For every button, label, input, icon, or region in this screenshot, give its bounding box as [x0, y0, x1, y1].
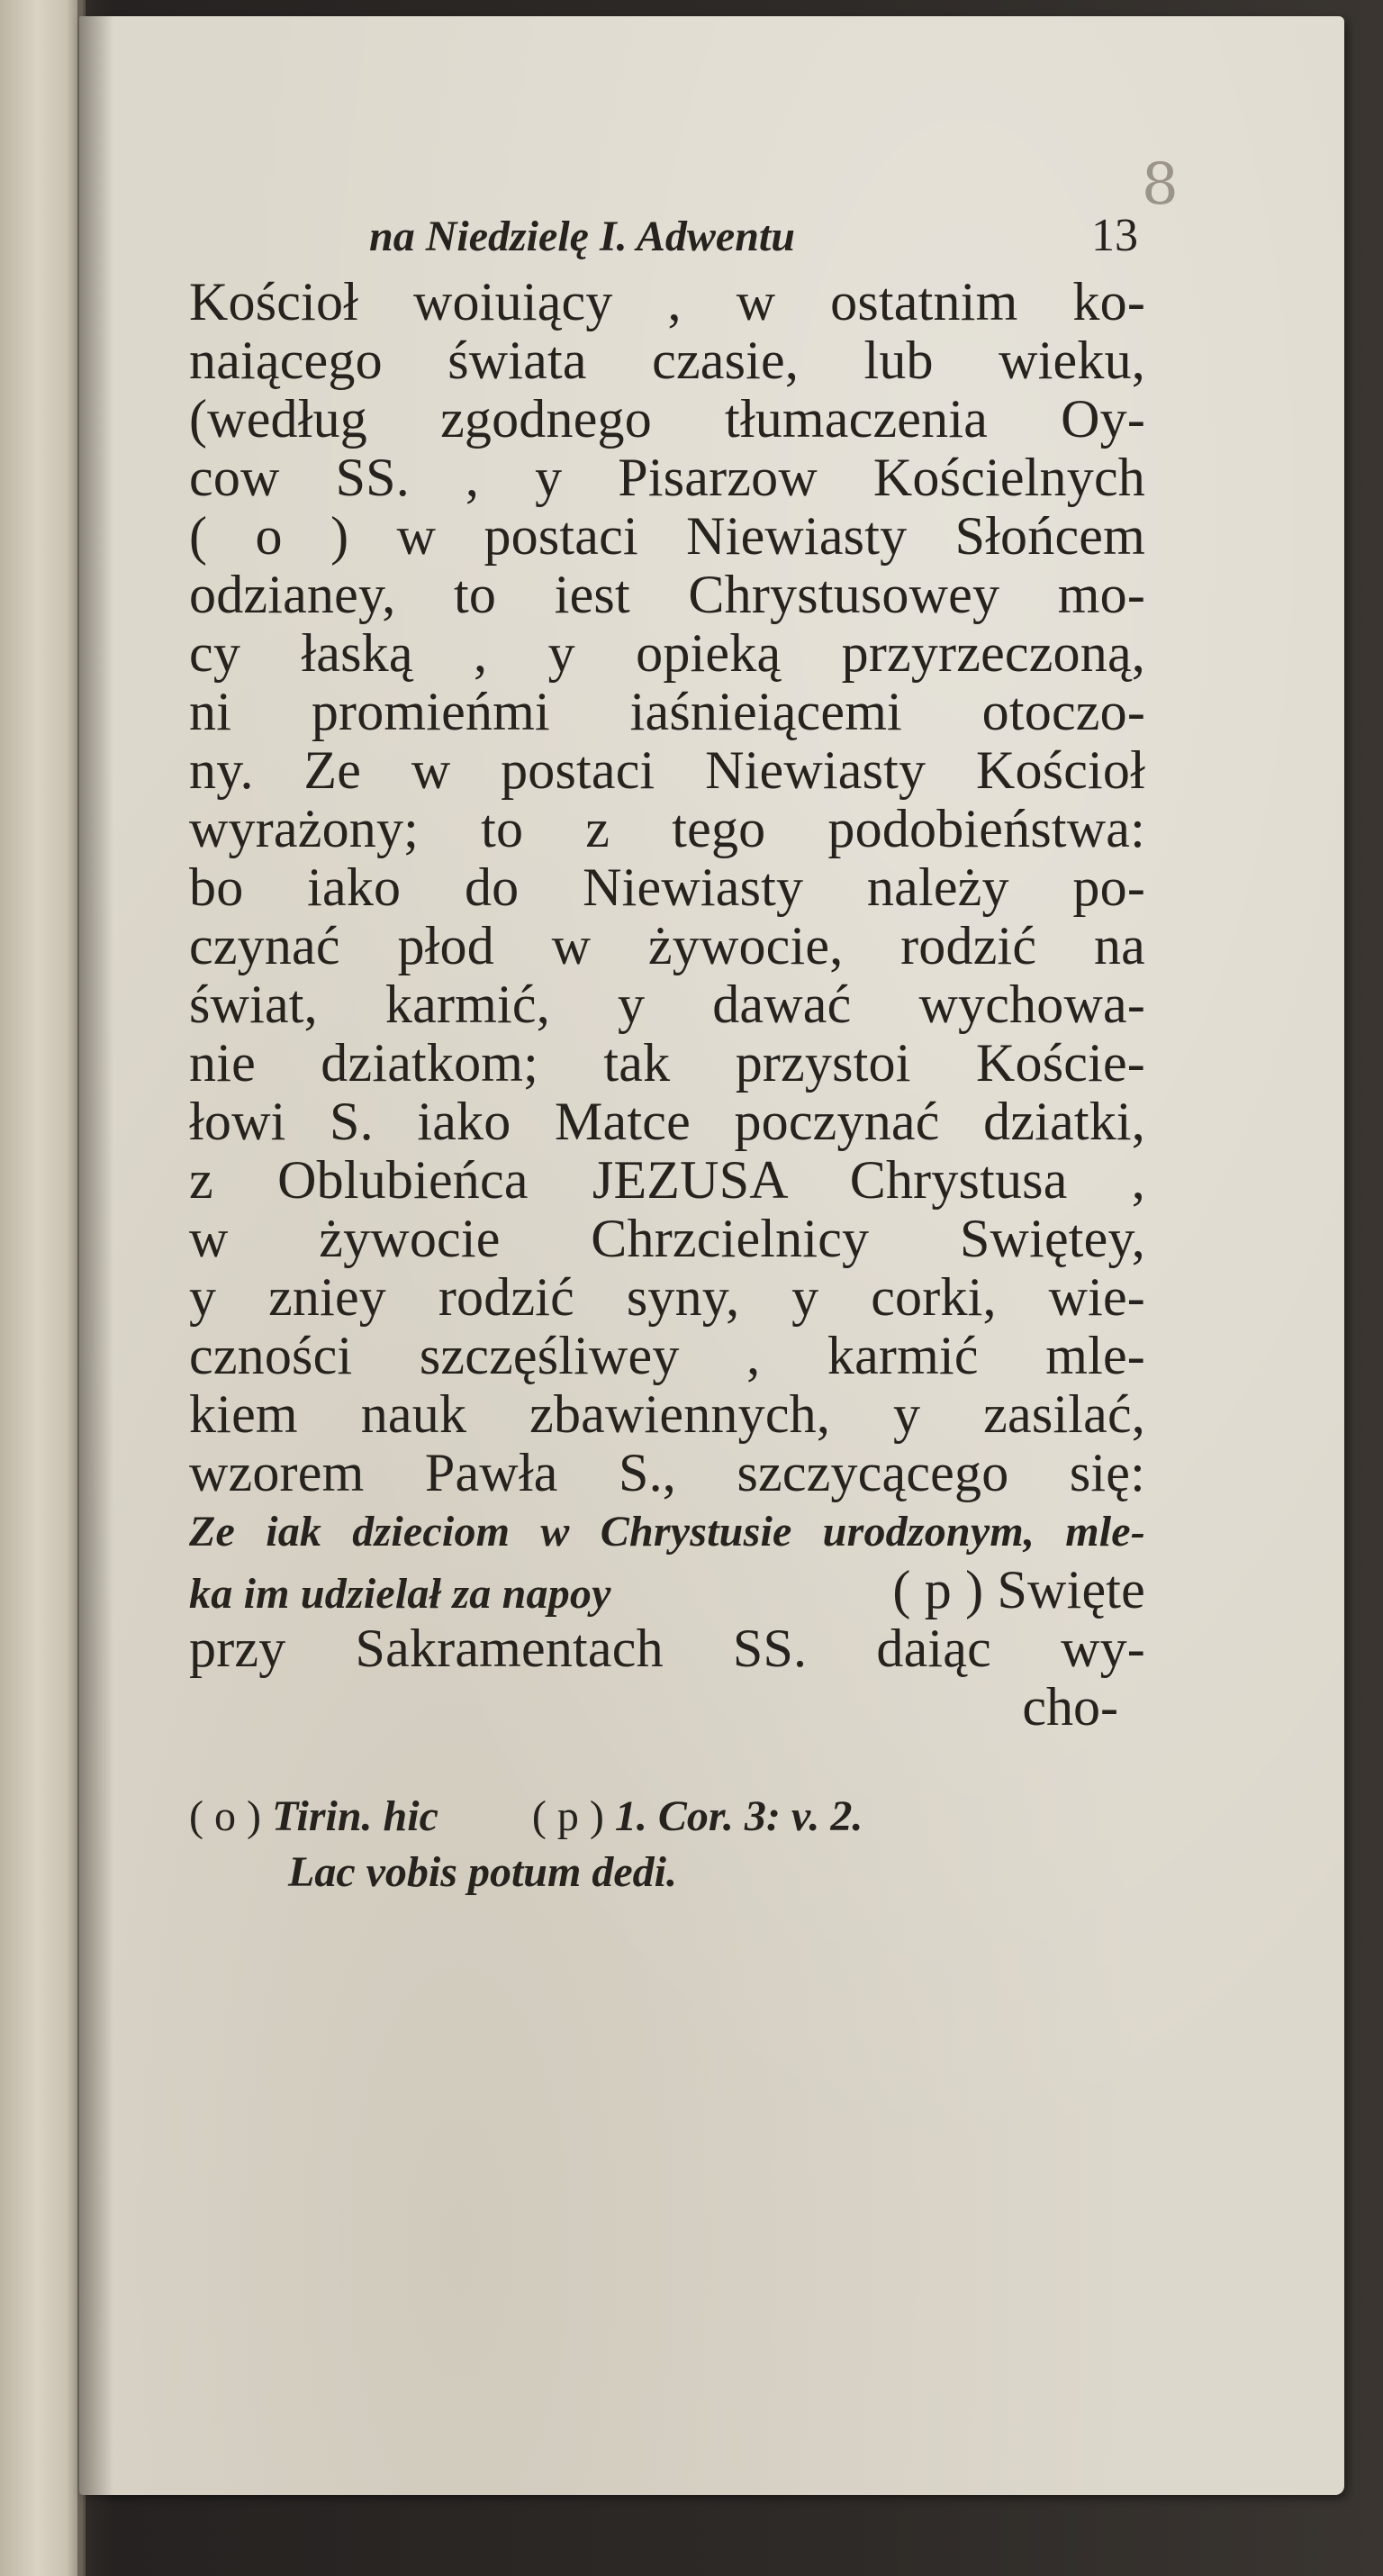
footnote-p-text: 1. Cor. 3: v. 2. [614, 1792, 863, 1840]
body-line: przy Sakramentach SS. daiąc wy- [189, 1619, 1145, 1678]
body-line: wzorem Pawła S., szczycącego się: [189, 1444, 1145, 1502]
previous-page-edge [0, 0, 86, 2576]
page-number: 13 [1091, 210, 1138, 261]
body-line: ( o ) w postaci Niewiasty Słońcem [189, 507, 1145, 566]
footnote-line [189, 1845, 1145, 1900]
mixed-quote-line [189, 1561, 1145, 1619]
italic-quote-text: Ze iak dzieciom w Chrystusie urodzonym, mle- [189, 1508, 1145, 1556]
italic-quote-line [189, 1502, 1145, 1561]
page-text-block [189, 209, 1145, 1900]
body-line: świat, karmić, y dawać wychowa- [189, 975, 1145, 1034]
footnote-latin-text: Lac vobis potum dedi. [288, 1848, 677, 1896]
binding-shadow [77, 0, 113, 2576]
running-head-title: na Niedzielę I. Adwentu [369, 213, 795, 260]
body-line: odzianey, to iest Chrystusowey mo- [189, 566, 1145, 624]
body-line: ny. Ze w postaci Niewiasty Kościoł [189, 741, 1145, 800]
catchword: cho- [1022, 1677, 1118, 1737]
quote-continuation-text: ( p ) Swięte [892, 1561, 1145, 1619]
running-header [189, 209, 1145, 262]
footnotes [189, 1789, 1145, 1900]
body-line: kiem nauk zbawiennych, y zasilać, [189, 1385, 1145, 1444]
pencil-folio-number: 8 [1142, 151, 1179, 218]
body-line: (według zgodnego tłumaczenia Oy- [189, 390, 1145, 449]
body-line: Kościoł woiuiący , w ostatnim ko- [189, 273, 1145, 331]
body-line: wyrażony; to z tego podobieństwa: [189, 800, 1145, 858]
body-line: naiącego świata czasie, lub wieku, [189, 331, 1145, 390]
body-line: nie dziatkom; tak przystoi Koście- [189, 1034, 1145, 1093]
footnote-line [189, 1789, 1145, 1845]
body-line: czynać płod w żywocie, rodzić na [189, 917, 1145, 975]
italic-quote-text: ka im udzielał za napoy [189, 1570, 611, 1618]
body-line: cy łaską , y opieką przyrzeczoną, [189, 624, 1145, 683]
body-line: ni promieńmi iaśnieiącemi otoczo- [189, 683, 1145, 741]
footnote-o-text: Tirin. hic [271, 1792, 438, 1840]
footnote-o-mark: ( o ) [189, 1792, 261, 1840]
body-line: cow SS. , y Pisarzow Kościelnych [189, 449, 1145, 507]
body-line: czności szczęśliwey , karmić mle- [189, 1327, 1145, 1385]
body-line: z Oblubieńca JEZUSA Chrystusa , [189, 1151, 1145, 1210]
body-text [189, 273, 1145, 1737]
body-line: w żywocie Chrzcielnicy Swiętey, [189, 1210, 1145, 1268]
footnote-p-mark: ( p ) [531, 1792, 604, 1840]
body-line: łowi S. iako Matce poczynać dziatki, [189, 1093, 1145, 1151]
body-line: bo iako do Niewiasty należy po- [189, 858, 1145, 917]
body-line: y zniey rodzić syny, y corki, wie- [189, 1268, 1145, 1327]
